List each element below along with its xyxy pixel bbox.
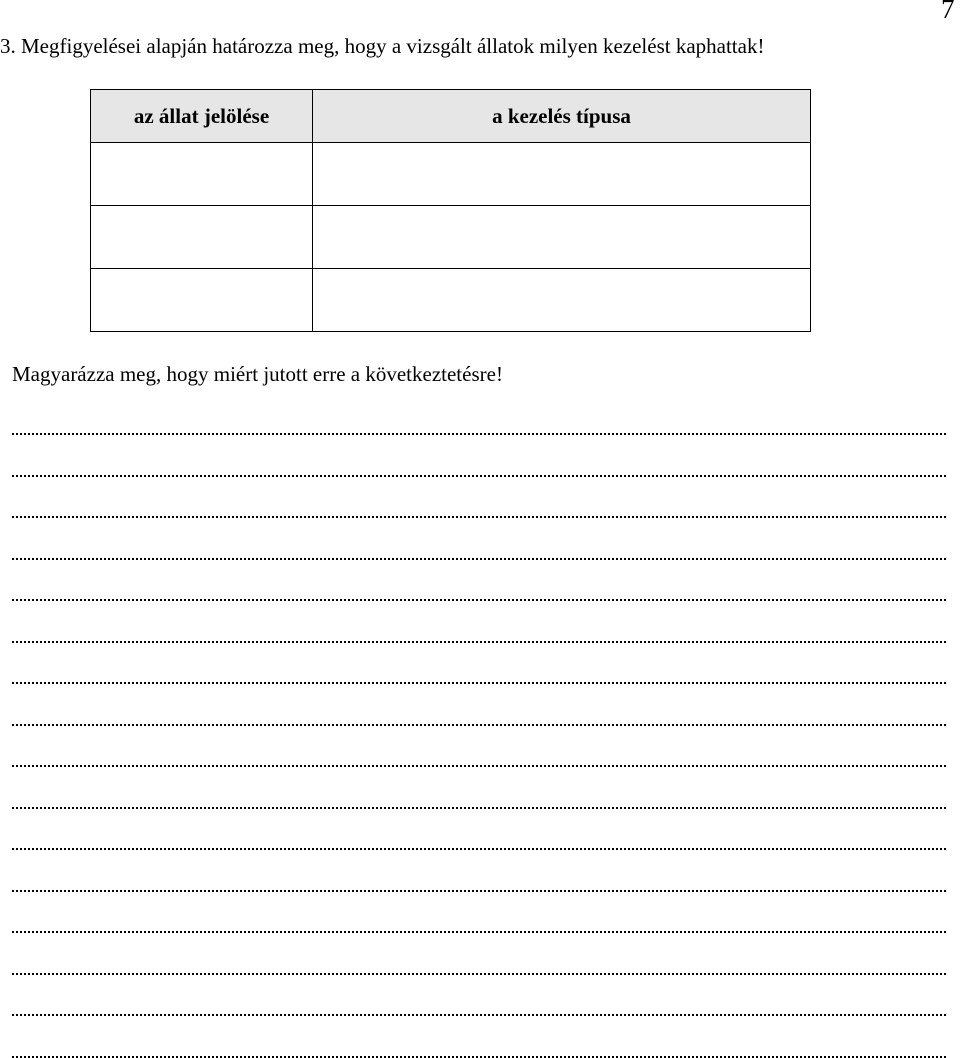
- header-animal-label: az állat jelölése: [91, 90, 313, 143]
- answer-line[interactable]: [12, 931, 946, 933]
- cell-treatment-type[interactable]: [313, 269, 811, 332]
- answer-line[interactable]: [12, 641, 946, 643]
- answer-line[interactable]: [12, 516, 946, 518]
- answer-line[interactable]: [12, 765, 946, 767]
- answer-line[interactable]: [12, 890, 946, 892]
- answer-line[interactable]: [12, 848, 946, 850]
- table-row: [91, 143, 811, 206]
- table-header-row: [91, 90, 811, 143]
- answer-line[interactable]: [12, 682, 946, 684]
- table-row: [91, 206, 811, 269]
- page-number: 7: [941, 0, 955, 24]
- question-text: 3. Megfigyelései alapján határozza meg, hogy a vizsgált állatok milyen kezelést kaphattak!: [0, 34, 765, 58]
- answer-line[interactable]: [12, 475, 946, 477]
- answer-line[interactable]: [12, 973, 946, 975]
- answer-line[interactable]: [12, 558, 946, 560]
- cell-treatment-type[interactable]: [313, 143, 811, 206]
- cell-animal-label[interactable]: [91, 269, 313, 332]
- answer-line[interactable]: [12, 807, 946, 809]
- answer-line[interactable]: [12, 724, 946, 726]
- answer-line[interactable]: [12, 433, 946, 435]
- cell-animal-label[interactable]: [91, 206, 313, 269]
- cell-animal-label[interactable]: [91, 143, 313, 206]
- explanation-prompt: Magyarázza meg, hogy miért jutott erre a következtetésre!: [12, 362, 503, 386]
- answer-table: [90, 89, 811, 332]
- answer-line[interactable]: [12, 599, 946, 601]
- table-row: [91, 269, 811, 332]
- header-treatment-type: a kezelés típusa: [313, 90, 811, 143]
- cell-treatment-type[interactable]: [313, 206, 811, 269]
- answer-line[interactable]: [12, 1014, 946, 1016]
